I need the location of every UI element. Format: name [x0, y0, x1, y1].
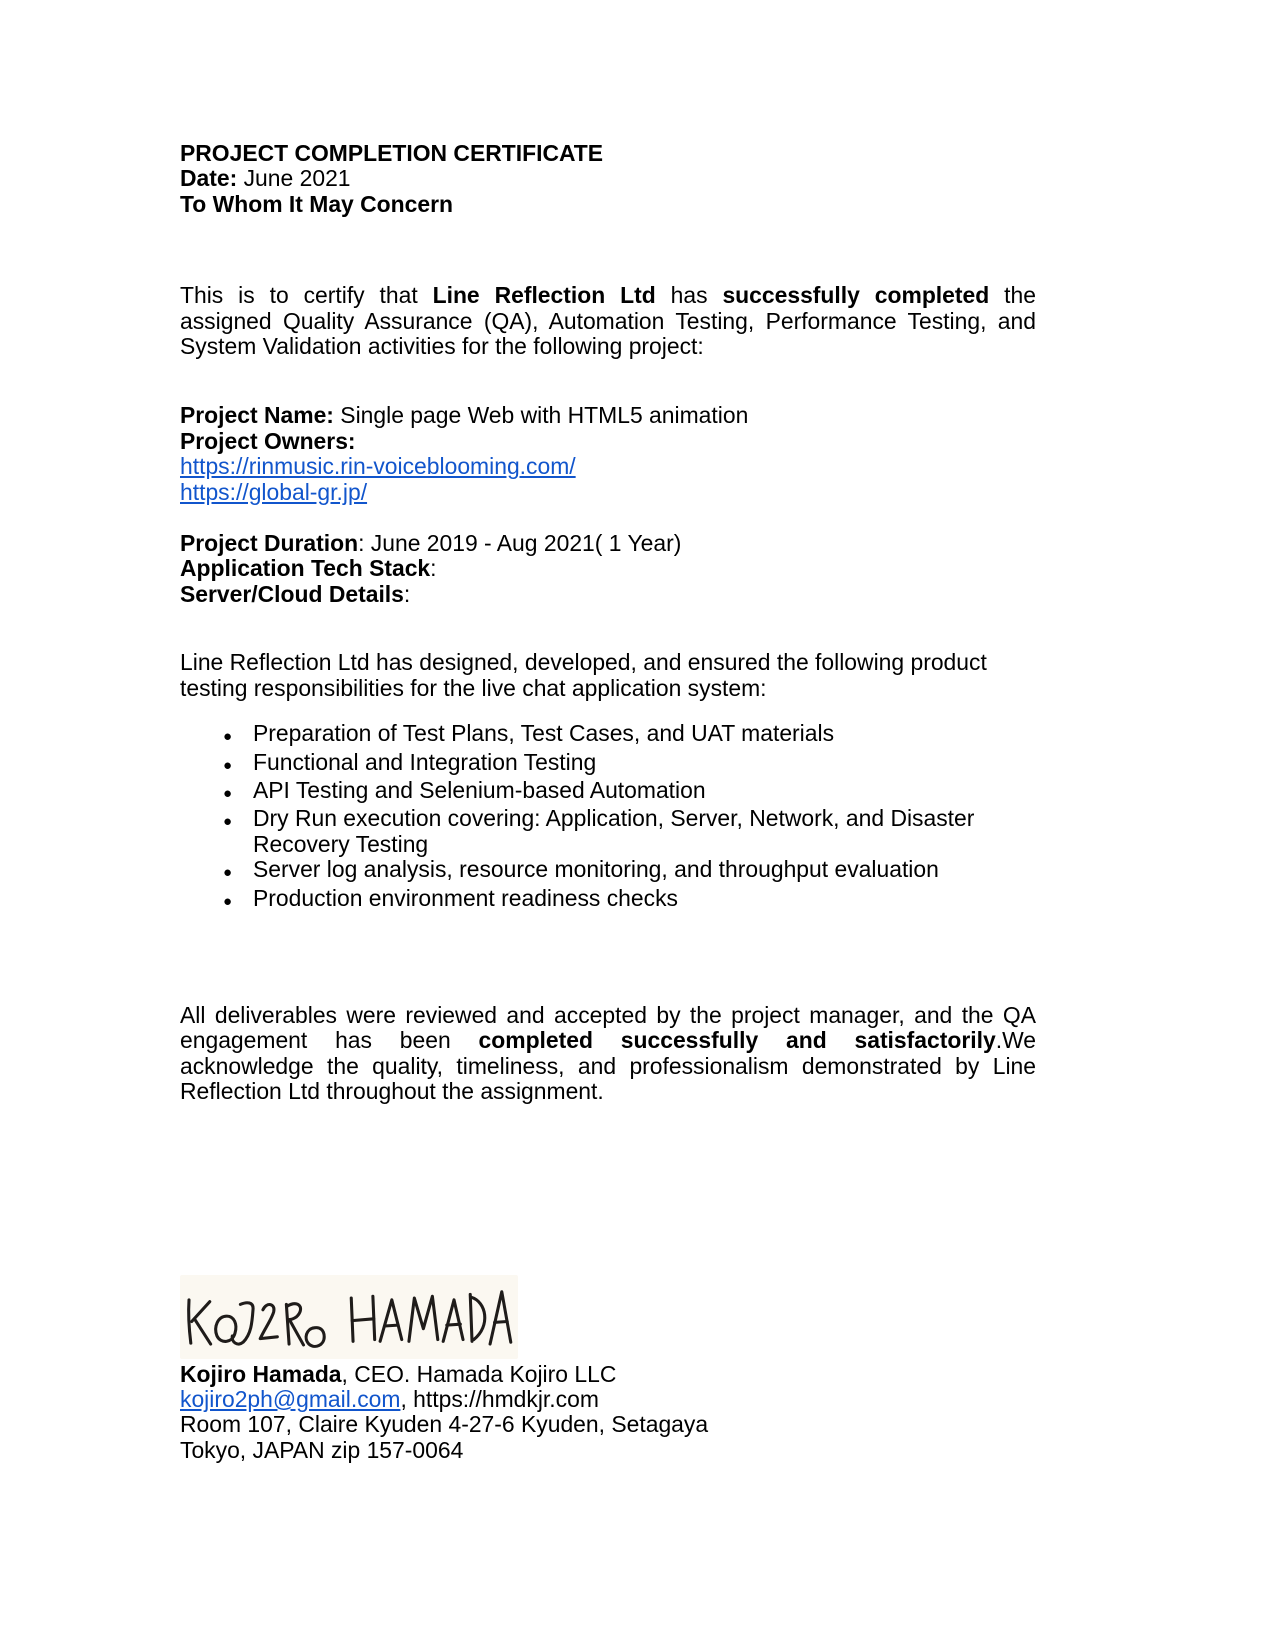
project-name-label: Project Name: [180, 402, 334, 429]
responsibilities-intro: Line Reflection Ltd has designed, developed, and ensured the following product testing responsibilities for the live chat application system: [180, 649, 987, 701]
list-item [180, 750, 1036, 778]
document-title: PROJECT COMPLETION CERTIFICATE [180, 140, 604, 166]
intro-run: This is to certify that [180, 282, 433, 309]
email-link[interactable]: kojiro2ph@gmail.com [180, 1385, 401, 1412]
bullet-icon: ● [223, 864, 233, 882]
server-details-label: Server/Cloud Details [180, 580, 404, 607]
website-text: , https://hmdkjr.com [400, 1385, 599, 1412]
project-duration-label: Project Duration [180, 530, 359, 557]
project-name-value: Single page Web with HTML5 animation [333, 402, 749, 429]
bullet-icon: ● [223, 728, 233, 746]
tech-stack-line [180, 556, 1036, 581]
project-duration-line [180, 531, 1036, 556]
project-details [180, 531, 1036, 607]
list-item [180, 857, 1036, 885]
bullet-icon: ● [223, 784, 233, 802]
closing-run: All deliverables were reviewed and accepted by the project manager, and the QA engagement has been [180, 1001, 1036, 1054]
server-details-line [180, 582, 1036, 607]
date-label: Date: [180, 165, 238, 192]
owner-link-row [180, 480, 1036, 505]
signature-block [180, 1362, 1036, 1464]
list-item-text: Functional and Integration Testing [253, 748, 597, 775]
salutation: To Whom It May Concern [180, 190, 453, 217]
bullet-icon: ● [223, 813, 233, 831]
signer-title: , CEO. Hamada Kojiro LLC [341, 1360, 617, 1387]
list-item [180, 721, 1036, 749]
closing-run: .We acknowledge the quality, timeliness, and professionalism demonstrated by Line Reflection Ltd throughout the assignment. [180, 1027, 1036, 1105]
list-item-text: Server log analysis, resource monitoring, and throughput evaluation [253, 856, 939, 883]
project-name-line [180, 403, 1036, 428]
bullet-icon: ● [223, 756, 233, 774]
list-item [180, 806, 1036, 857]
list-item [180, 778, 1036, 806]
owner-link-row [180, 454, 1036, 479]
date-line [180, 166, 1036, 191]
signer-name: Kojiro Hamada [180, 1360, 342, 1387]
signer-line [180, 1362, 1036, 1387]
completed-emphasis: successfully completed [722, 282, 990, 309]
owner-link-1[interactable]: https://rinmusic.rin-voiceblooming.com/ [180, 453, 576, 480]
contact-line [180, 1387, 1036, 1412]
signature-strokes [180, 1275, 518, 1359]
list-item-text: Dry Run execution covering: Application, Server, Network, and Disaster Recovery Testing [253, 805, 975, 857]
owner-link-2[interactable]: https://global-gr.jp/ [180, 478, 368, 505]
date-value: June 2021 [237, 165, 351, 192]
project-owners-label: Project Owners: [180, 427, 356, 454]
list-item-text: Production environment readiness checks [253, 884, 678, 911]
intro-run: has [655, 282, 723, 309]
server-details-value: : [403, 580, 411, 607]
list-item [180, 886, 1036, 914]
project-duration-value: : June 2019 - Aug 2021( 1 Year) [358, 530, 682, 557]
address-line-1: Room 107, Claire Kyuden 4-27-6 Kyuden, Setagaya [180, 1411, 709, 1438]
closing-emphasis: completed successfully and satisfactorily [478, 1027, 996, 1054]
closing-paragraph [180, 1003, 1036, 1105]
list-item-text: API Testing and Selenium-based Automation [253, 776, 706, 803]
letter-header [180, 141, 1036, 217]
signature-image [180, 1275, 518, 1359]
address-line-2: Tokyo, JAPAN zip 157-0064 [180, 1436, 464, 1463]
document-page [180, 141, 1036, 1463]
responsibilities-list [180, 721, 1036, 914]
certification-paragraph [180, 283, 1036, 359]
list-item-text: Preparation of Test Plans, Test Cases, and UAT materials [253, 720, 835, 747]
tech-stack-label: Application Tech Stack [180, 555, 431, 582]
tech-stack-value: : [430, 555, 437, 582]
bullet-icon: ● [223, 892, 233, 910]
project-info [180, 403, 1036, 505]
company-name: Line Reflection Ltd [432, 282, 656, 309]
intro-run: the assigned Quality Assurance (QA), Automation Testing, Performance Testing, and System Validation activities for the following project: [180, 282, 1036, 360]
